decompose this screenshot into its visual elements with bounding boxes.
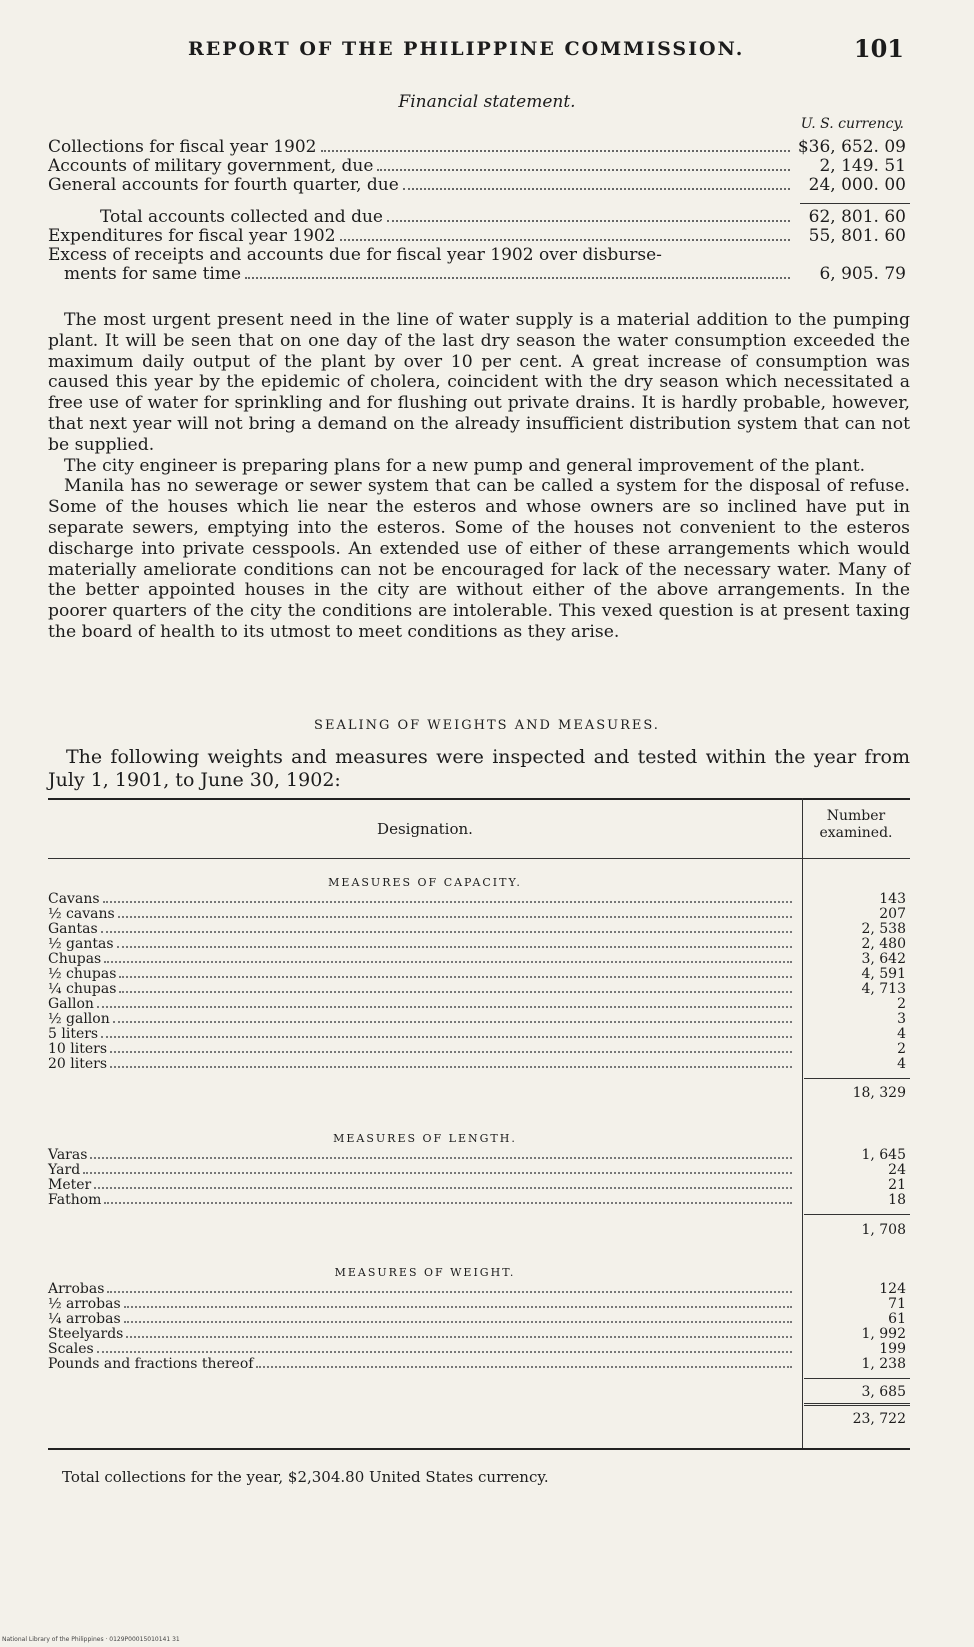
fin-amount: 55, 801. 60 bbox=[808, 226, 906, 246]
row-number: 2, 538 bbox=[861, 921, 906, 937]
leader-dots bbox=[101, 931, 792, 933]
row-number: 2 bbox=[897, 996, 906, 1012]
paragraph-sewerage: Manila has no sewerage or sewer system that can be called a system for the disposal of refuse. Some of the houses which lie near the esteros and whose owners are so inclined have put in separate sewers, emptying into the esteros. Some of the houses not convenient to the esteros discharge into private cesspools. An extended use of either of these arrangements which would materially ameliorate conditions can not be encouraged for lack of the necessary water. Many of the better appointed houses in the city are without either of the above arrangements. In the poorer quarters of the city the conditions are intolerable. This vexed question is at present taxing the board of health to its utmost to meet conditions as they arise. bbox=[48, 476, 910, 642]
leader-dots bbox=[377, 169, 790, 171]
table-header-rule bbox=[48, 858, 910, 859]
row-designation: Gantas bbox=[48, 921, 98, 937]
group-title-capacity: MEASURES OF CAPACITY. bbox=[328, 876, 522, 889]
row-number: 4 bbox=[897, 1056, 906, 1072]
row-number: 1, 645 bbox=[861, 1147, 906, 1163]
row-designation: Cavans bbox=[48, 891, 100, 907]
table-row bbox=[48, 1027, 910, 1042]
table-row bbox=[48, 1148, 910, 1163]
subtotal-length: 1, 708 bbox=[861, 1222, 906, 1238]
row-designation: ¼ chupas bbox=[48, 981, 117, 997]
financial-statement-caption: Financial statement. bbox=[398, 92, 576, 112]
leader-dots bbox=[118, 916, 792, 918]
row-number: 71 bbox=[888, 1296, 906, 1312]
scan-credit: National Library of the Philippines · 0129P00015010141 31 bbox=[2, 1636, 180, 1643]
table-row bbox=[48, 1163, 910, 1178]
paragraph-city-engineer: The city engineer is preparing plans for a new pump and general improvement of the plant. bbox=[64, 455, 866, 476]
fin-label: Total accounts collected and due bbox=[100, 207, 383, 227]
row-number: 2, 480 bbox=[861, 936, 906, 952]
row-designation: Varas bbox=[48, 1147, 88, 1163]
table-row bbox=[48, 1178, 910, 1193]
fin-label: ments for same time bbox=[64, 264, 242, 284]
sealing-intro bbox=[48, 746, 910, 792]
leader-dots bbox=[94, 1187, 792, 1189]
row-number: 4 bbox=[897, 1026, 906, 1042]
table-row bbox=[48, 1297, 910, 1312]
sum-rule bbox=[800, 203, 910, 204]
fin-row-collections bbox=[48, 138, 910, 157]
row-number: 1, 992 bbox=[861, 1326, 906, 1342]
row-designation: ½ arrobas bbox=[48, 1296, 121, 1312]
leader-dots bbox=[321, 150, 791, 152]
leader-dots bbox=[97, 1351, 792, 1353]
row-number: 3, 642 bbox=[861, 951, 906, 967]
table-bottom-rule bbox=[48, 1448, 910, 1450]
paragraph-water-supply: The most urgent present need in the line of water supply is a material addition to the pumping plant. It will be seen that on one day of the last dry season the water consumption exceeded the maximum daily output of the plant by over 10 per cent. A great increase of consumption was caused this year by the epidemic of cholera, coincident with the dry season which necessitated a free use of water for sprinkling and for flushing out private drains. It is hardly probable, however, that next year will not bring a demand on the already insufficient distribution system that can not be supplied. bbox=[48, 310, 910, 455]
fin-excess-line1: Excess of receipts and accounts due for fiscal year 1902 over disburse- bbox=[48, 245, 662, 265]
leader-dots bbox=[110, 1051, 792, 1053]
row-number: 61 bbox=[888, 1311, 906, 1327]
row-designation: Meter bbox=[48, 1177, 92, 1193]
table-row bbox=[48, 1357, 910, 1372]
fin-amount: 6, 905. 79 bbox=[819, 264, 906, 284]
group-title-weight: MEASURES OF WEIGHT. bbox=[334, 1266, 516, 1279]
row-designation: ½ chupas bbox=[48, 966, 117, 982]
row-number: 18 bbox=[888, 1192, 906, 1208]
row-designation: ¼ arrobas bbox=[48, 1311, 121, 1327]
row-designation: Fathom bbox=[48, 1192, 102, 1208]
fin-label: Expenditures for fiscal year 1902 bbox=[48, 226, 336, 246]
row-number: 1, 238 bbox=[861, 1356, 906, 1372]
row-designation: Pounds and fractions thereof bbox=[48, 1356, 254, 1372]
footer-note: Total collections for the year, $2,304.80 United States currency. bbox=[62, 1468, 549, 1486]
column-header-designation: Designation. bbox=[377, 820, 473, 838]
table-row bbox=[48, 997, 910, 1012]
leader-dots bbox=[107, 1291, 792, 1293]
group-title-length: MEASURES OF LENGTH. bbox=[333, 1132, 517, 1145]
row-designation: ½ gallon bbox=[48, 1011, 110, 1027]
currency-column-header: U. S. currency. bbox=[800, 116, 904, 132]
row-designation: Gallon bbox=[48, 996, 94, 1012]
fin-label: General accounts for fourth quarter, due bbox=[48, 175, 399, 195]
fin-amount: 62, 801. 60 bbox=[808, 207, 906, 227]
leader-dots bbox=[119, 976, 792, 978]
row-number: 21 bbox=[888, 1177, 906, 1193]
body-text bbox=[48, 310, 910, 643]
table-row bbox=[48, 982, 910, 997]
subtotal-rule bbox=[804, 1214, 910, 1215]
table-top-rule bbox=[48, 798, 910, 800]
table-row bbox=[48, 952, 910, 967]
leader-dots bbox=[124, 1321, 792, 1323]
leader-dots bbox=[119, 991, 792, 993]
table-row bbox=[48, 1042, 910, 1057]
table-row bbox=[48, 892, 910, 907]
leader-dots bbox=[90, 1157, 792, 1159]
leader-dots bbox=[387, 220, 790, 222]
row-designation: 5 liters bbox=[48, 1026, 99, 1042]
row-number: 3 bbox=[897, 1011, 906, 1027]
leader-dots bbox=[110, 1066, 792, 1068]
grand-total: 23, 722 bbox=[852, 1411, 906, 1427]
leader-dots bbox=[83, 1172, 792, 1174]
row-designation: Scales bbox=[48, 1341, 94, 1357]
leader-dots bbox=[117, 946, 792, 948]
fin-label: Accounts of military government, due bbox=[48, 156, 374, 176]
row-designation: 10 liters bbox=[48, 1041, 108, 1057]
leader-dots bbox=[104, 961, 792, 963]
table-row bbox=[48, 1312, 910, 1327]
column-header-number: Number examined. bbox=[819, 808, 893, 841]
fin-amount: $36, 652. 09 bbox=[797, 137, 906, 157]
leader-dots bbox=[340, 239, 790, 241]
table-row bbox=[48, 1012, 910, 1027]
row-number: 143 bbox=[879, 891, 906, 907]
leader-dots bbox=[245, 277, 790, 279]
leader-dots bbox=[104, 1202, 792, 1204]
fin-row-expenditures bbox=[48, 227, 910, 246]
page-header bbox=[48, 34, 910, 70]
fin-amount: 24, 000. 00 bbox=[808, 175, 906, 195]
fin-amount: 2, 149. 51 bbox=[819, 156, 906, 176]
subtotal-rule bbox=[804, 1078, 910, 1079]
table-row bbox=[48, 922, 910, 937]
leader-dots bbox=[101, 1036, 792, 1038]
leader-dots bbox=[124, 1306, 792, 1308]
grand-total-rule bbox=[804, 1403, 910, 1406]
fin-row-general-accounts bbox=[48, 176, 910, 195]
row-designation: Steelyards bbox=[48, 1326, 124, 1342]
table-row bbox=[48, 1327, 910, 1342]
table-row bbox=[48, 937, 910, 952]
row-designation: Yard bbox=[48, 1162, 81, 1178]
row-number: 4, 591 bbox=[861, 966, 906, 982]
row-designation: ½ gantas bbox=[48, 936, 114, 952]
subtotal-rule bbox=[804, 1378, 910, 1379]
row-number: 199 bbox=[879, 1341, 906, 1357]
row-designation: Chupas bbox=[48, 951, 102, 967]
fin-row-total bbox=[48, 208, 910, 227]
row-number: 4, 713 bbox=[861, 981, 906, 997]
section-heading-sealing: SEALING OF WEIGHTS AND MEASURES. bbox=[314, 718, 660, 733]
fin-label: Collections for fiscal year 1902 bbox=[48, 137, 317, 157]
table-row bbox=[48, 1342, 910, 1357]
leader-dots bbox=[126, 1336, 792, 1338]
financial-statement bbox=[48, 116, 910, 284]
table-row bbox=[48, 907, 910, 922]
subtotal-weight: 3, 685 bbox=[861, 1384, 906, 1400]
row-designation: 20 liters bbox=[48, 1056, 108, 1072]
row-designation: Arrobas bbox=[48, 1281, 105, 1297]
page-number: 101 bbox=[853, 34, 904, 63]
leader-dots bbox=[113, 1021, 792, 1023]
row-number: 207 bbox=[879, 906, 906, 922]
table-row bbox=[48, 1282, 910, 1297]
sealing-intro-text: The following weights and measures were inspected and tested within the year from July 1, 1901, to June 30, 1902: bbox=[48, 746, 910, 791]
fin-row-military-accounts bbox=[48, 157, 910, 176]
leader-dots bbox=[403, 188, 790, 190]
table-row bbox=[48, 1057, 910, 1072]
table-row bbox=[48, 1193, 910, 1208]
row-number: 124 bbox=[879, 1281, 906, 1297]
table-row bbox=[48, 967, 910, 982]
leader-dots bbox=[97, 1006, 792, 1008]
weights-measures-table bbox=[48, 798, 910, 1478]
fin-row-excess bbox=[48, 265, 910, 284]
running-title: REPORT OF THE PHILIPPINE COMMISSION. bbox=[188, 38, 745, 60]
row-number: 24 bbox=[888, 1162, 906, 1178]
leader-dots bbox=[256, 1366, 792, 1368]
leader-dots bbox=[103, 901, 792, 903]
row-designation: ½ cavans bbox=[48, 906, 115, 922]
subtotal-capacity: 18, 329 bbox=[852, 1085, 906, 1101]
row-number: 2 bbox=[897, 1041, 906, 1057]
